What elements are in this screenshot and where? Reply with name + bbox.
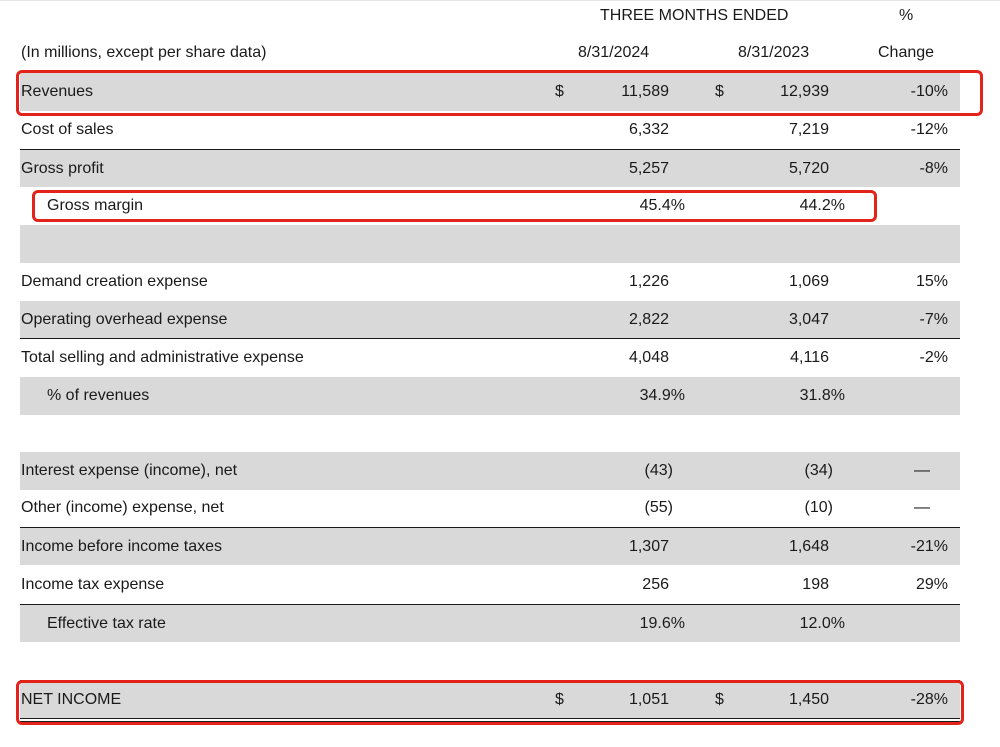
value-2024: 6,332	[628, 121, 669, 138]
value-2024: (43)	[644, 462, 673, 479]
row-label: Effective tax rate	[47, 615, 166, 632]
currency-symbol: $	[715, 691, 724, 708]
value-2023: 1,450	[788, 691, 829, 708]
percent-change: 29%	[915, 576, 948, 593]
units-note: (In millions, except per share data)	[21, 44, 267, 61]
value-2023: 3,047	[788, 311, 829, 328]
value-2023: 44.2%	[799, 197, 845, 214]
value-2024: (55)	[644, 499, 673, 516]
value-2023: (34)	[804, 462, 833, 479]
value-2024: 5,257	[628, 160, 669, 177]
percent-change: -8%	[919, 160, 948, 177]
value-2023: 12,939	[780, 83, 829, 100]
value-2023: 1,069	[788, 273, 829, 290]
value-2023: 7,219	[788, 121, 829, 138]
percent-change: -2%	[919, 349, 948, 366]
value-2024: 256	[642, 576, 669, 593]
top-divider	[0, 0, 1000, 1]
value-2023: 5,720	[788, 160, 829, 177]
highlight-box-gross-margin	[32, 190, 877, 222]
value-2024: 4,048	[628, 349, 669, 366]
value-2024: 1,226	[628, 273, 669, 290]
table-row-income-before-taxes	[20, 527, 960, 565]
column-date-2023: 8/31/2023	[738, 44, 810, 61]
percent-change: -21%	[910, 538, 948, 555]
percent-header: %	[899, 7, 914, 24]
table-row-total-selling-admin	[20, 338, 960, 376]
value-2024: 34.9%	[639, 387, 685, 404]
value-2024: 2,822	[628, 311, 669, 328]
currency-symbol: $	[715, 83, 724, 100]
value-2024: 1,307	[628, 538, 669, 555]
value-2024: 45.4%	[639, 197, 685, 214]
value-2023: 12.0%	[799, 615, 845, 632]
percent-change: -28%	[910, 691, 948, 708]
value-2023: (10)	[804, 499, 833, 516]
column-date-2024: 8/31/2024	[578, 44, 650, 61]
table-row-effective-tax-rate	[20, 604, 960, 642]
value-2023: 31.8%	[799, 387, 845, 404]
row-label: Total selling and administrative expense	[21, 349, 304, 366]
table-row-operating-overhead	[20, 301, 960, 339]
percent-change: 15%	[915, 273, 948, 290]
row-label: Revenues	[21, 83, 94, 100]
value-2023: 1,648	[788, 538, 829, 555]
table-row-income-tax	[20, 566, 960, 604]
highlight-box-net-income	[16, 680, 964, 725]
value-2024: 11,589	[621, 83, 669, 100]
row-label: % of revenues	[47, 387, 150, 404]
value-2024: 1,051	[628, 691, 669, 708]
percent-change: -10%	[910, 83, 948, 100]
period-header: THREE MONTHS ENDED	[600, 7, 789, 24]
table-row-interest-expense	[20, 452, 960, 490]
value-2024: 19.6%	[639, 615, 685, 632]
row-label: Other (income) expense, net	[21, 499, 224, 516]
row-label: Cost of sales	[21, 121, 114, 138]
percent-change: -7%	[919, 311, 948, 328]
currency-symbol: $	[555, 691, 564, 708]
row-label: Gross profit	[21, 160, 104, 177]
table-row-other-expense	[20, 489, 960, 527]
value-2023: 198	[802, 576, 829, 593]
highlight-box-revenues	[16, 70, 983, 116]
row-label: Operating overhead expense	[21, 311, 228, 328]
value-2023: 4,116	[790, 349, 829, 366]
row-label: NET INCOME	[21, 691, 122, 708]
row-label: Demand creation expense	[21, 273, 208, 290]
table-row-cost-of-sales	[20, 111, 960, 149]
change-header: Change	[878, 44, 935, 61]
row-label: Income before income taxes	[21, 538, 222, 555]
row-label: Income tax expense	[21, 576, 165, 593]
table-row-gross-profit	[20, 149, 960, 187]
percent-change: —	[914, 462, 930, 479]
table-row-percent-of-revenues	[20, 377, 960, 415]
row-label: Interest expense (income), net	[21, 462, 238, 479]
percent-change: —	[914, 499, 930, 516]
table-row-demand-creation	[20, 263, 960, 301]
currency-symbol: $	[555, 83, 564, 100]
row-label: Gross margin	[47, 197, 144, 214]
percent-change: -12%	[910, 121, 948, 138]
spacer-row	[20, 225, 960, 263]
